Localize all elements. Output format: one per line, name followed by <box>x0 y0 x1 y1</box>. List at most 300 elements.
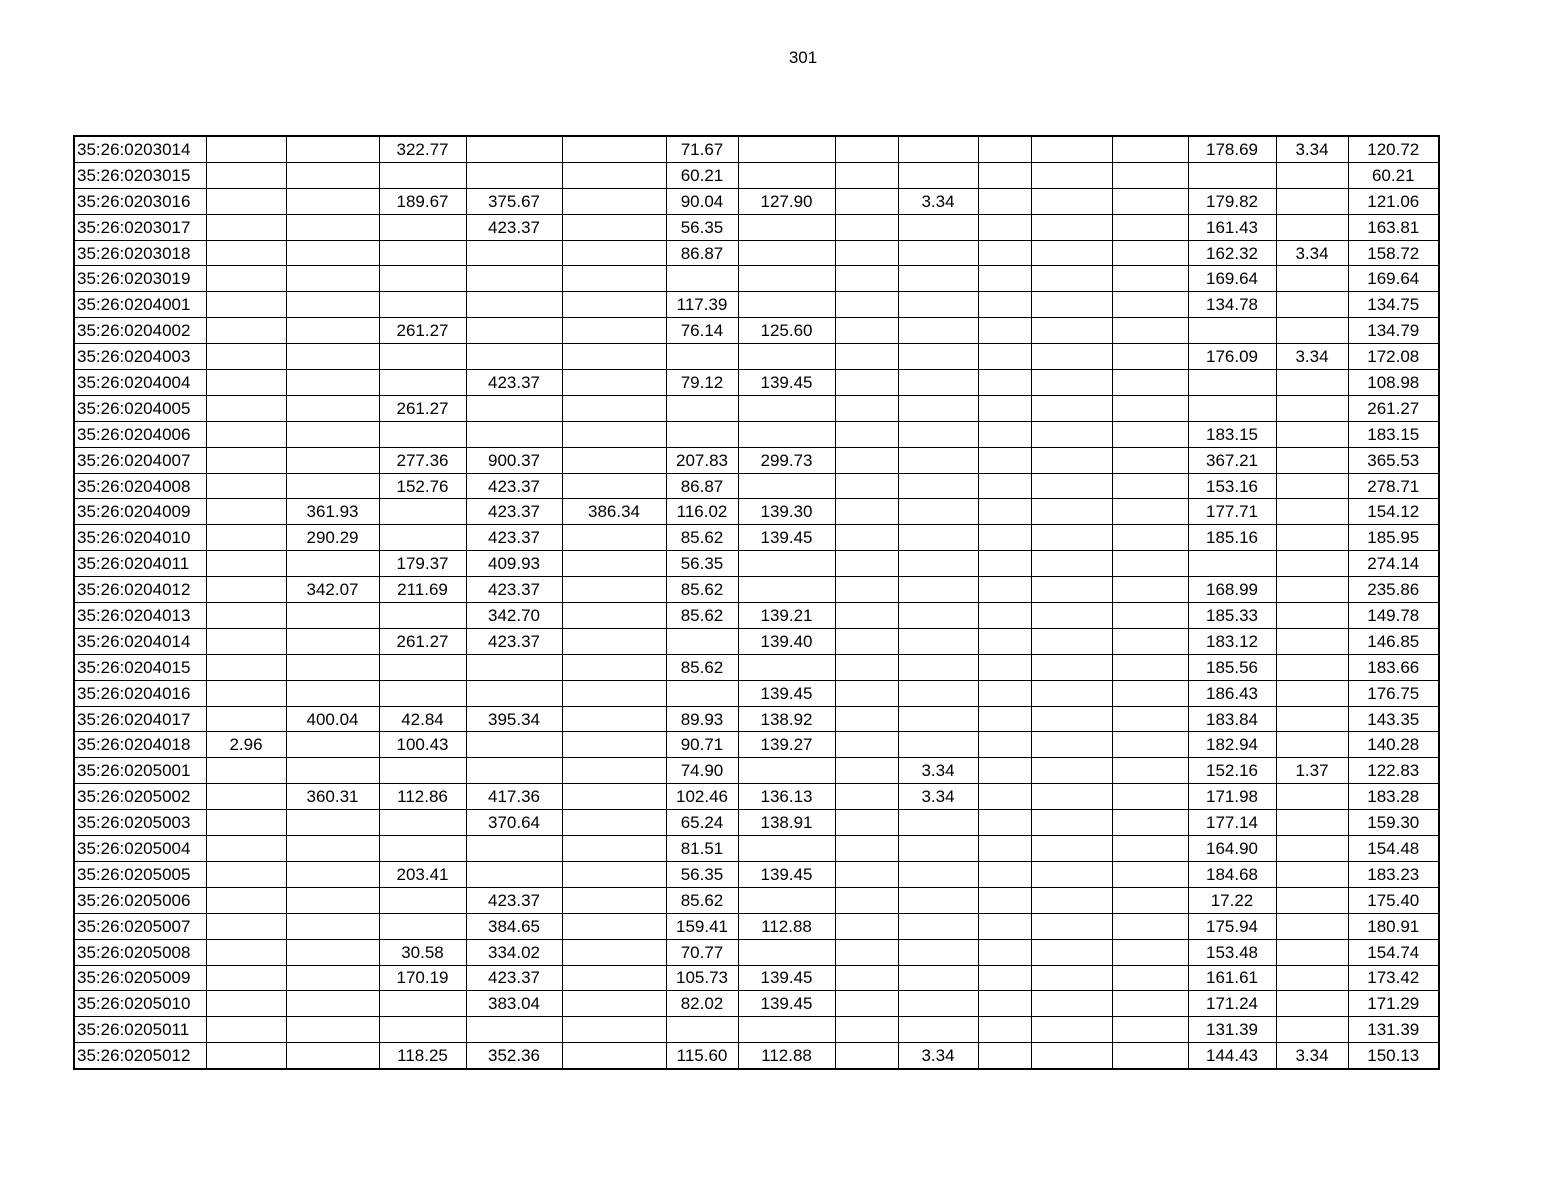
table-cell: 30.58 <box>379 939 466 965</box>
table-cell <box>738 240 835 266</box>
table-cell <box>978 836 1031 862</box>
table-cell: 290.29 <box>286 525 379 551</box>
table-row <box>74 577 1439 603</box>
table-row <box>74 965 1439 991</box>
table-cell <box>1031 473 1112 499</box>
table-cell <box>562 240 666 266</box>
table-row <box>74 732 1439 758</box>
table-cell: 175.94 <box>1188 913 1276 939</box>
table-cell: 100.43 <box>379 732 466 758</box>
table-cell <box>898 525 978 551</box>
table-cell: 360.31 <box>286 784 379 810</box>
table-cell: 131.39 <box>1188 1017 1276 1043</box>
table-cell: 134.75 <box>1348 292 1439 318</box>
table-cell <box>1031 136 1112 162</box>
table-cell <box>206 577 286 603</box>
table-cell <box>978 939 1031 965</box>
table-cell <box>206 784 286 810</box>
table-cell <box>206 395 286 421</box>
table-cell <box>978 577 1031 603</box>
table-cell <box>1276 732 1348 758</box>
table-cell <box>286 473 379 499</box>
table-cell: 185.56 <box>1188 654 1276 680</box>
table-cell: 86.87 <box>666 473 738 499</box>
table-cell: 89.93 <box>666 706 738 732</box>
table-cell <box>1112 887 1188 913</box>
table-cell <box>978 732 1031 758</box>
table-cell <box>835 525 898 551</box>
table-cell: 56.35 <box>666 214 738 240</box>
table-cell: 70.77 <box>666 939 738 965</box>
parcel-id-cell: 35:26:0205006 <box>74 887 206 913</box>
table-cell <box>1031 706 1112 732</box>
table-cell <box>1031 551 1112 577</box>
table-cell <box>1276 214 1348 240</box>
table-cell <box>898 965 978 991</box>
table-cell <box>379 162 466 188</box>
table-cell: 139.45 <box>738 525 835 551</box>
table-cell <box>1276 499 1348 525</box>
table-cell <box>286 240 379 266</box>
table-cell <box>835 603 898 629</box>
table-cell <box>1276 292 1348 318</box>
table-cell <box>898 214 978 240</box>
table-cell: 183.28 <box>1348 784 1439 810</box>
table-cell <box>835 680 898 706</box>
parcel-id-cell: 35:26:0205007 <box>74 913 206 939</box>
parcel-id-cell: 35:26:0203018 <box>74 240 206 266</box>
table-cell: 186.43 <box>1188 680 1276 706</box>
table-cell <box>738 654 835 680</box>
table-row <box>74 240 1439 266</box>
table-cell <box>835 887 898 913</box>
table-cell <box>738 214 835 240</box>
table-cell <box>835 318 898 344</box>
table-cell <box>898 318 978 344</box>
table-cell <box>978 136 1031 162</box>
table-cell <box>978 706 1031 732</box>
parcel-id-cell: 35:26:0205009 <box>74 965 206 991</box>
table-cell <box>898 991 978 1017</box>
table-cell <box>835 732 898 758</box>
table-cell <box>379 292 466 318</box>
table-row <box>74 395 1439 421</box>
table-cell: 136.13 <box>738 784 835 810</box>
table-cell <box>738 421 835 447</box>
table-cell: 299.73 <box>738 447 835 473</box>
table-row <box>74 887 1439 913</box>
table-cell <box>1276 551 1348 577</box>
table-cell <box>898 266 978 292</box>
table-cell <box>666 395 738 421</box>
parcel-id-cell: 35:26:0204004 <box>74 370 206 396</box>
table-cell <box>286 1017 379 1043</box>
table-cell <box>562 473 666 499</box>
table-cell <box>562 551 666 577</box>
table-cell <box>466 758 562 784</box>
table-cell: 183.15 <box>1188 421 1276 447</box>
table-cell: 375.67 <box>466 188 562 214</box>
table-cell: 178.69 <box>1188 136 1276 162</box>
table-cell: 65.24 <box>666 810 738 836</box>
table-row <box>74 706 1439 732</box>
table-cell: 278.71 <box>1348 473 1439 499</box>
table-cell: 138.92 <box>738 706 835 732</box>
table-cell: 152.16 <box>1188 758 1276 784</box>
table-cell <box>898 810 978 836</box>
table-cell: 3.34 <box>1276 344 1348 370</box>
table-cell <box>978 603 1031 629</box>
table-cell <box>1188 162 1276 188</box>
table-cell: 85.62 <box>666 603 738 629</box>
table-cell <box>1276 913 1348 939</box>
table-cell <box>898 162 978 188</box>
table-cell <box>379 525 466 551</box>
table-cell: 138.91 <box>738 810 835 836</box>
table-cell <box>835 913 898 939</box>
table-cell: 117.39 <box>666 292 738 318</box>
table-cell: 56.35 <box>666 551 738 577</box>
table-cell: 108.98 <box>1348 370 1439 396</box>
table-cell <box>1031 628 1112 654</box>
table-cell <box>562 344 666 370</box>
table-cell <box>466 240 562 266</box>
table-cell: 334.02 <box>466 939 562 965</box>
table-cell: 261.27 <box>379 318 466 344</box>
table-cell <box>738 939 835 965</box>
table-cell <box>1031 732 1112 758</box>
table-cell: 274.14 <box>1348 551 1439 577</box>
table-cell: 125.60 <box>738 318 835 344</box>
table-cell <box>1112 499 1188 525</box>
table-row <box>74 136 1439 162</box>
table-cell <box>835 654 898 680</box>
table-cell <box>1112 292 1188 318</box>
table-cell: 163.81 <box>1348 214 1439 240</box>
table-cell <box>1112 965 1188 991</box>
table-cell <box>835 939 898 965</box>
table-cell <box>898 628 978 654</box>
table-cell <box>835 473 898 499</box>
table-row <box>74 913 1439 939</box>
table-cell <box>978 784 1031 810</box>
table-cell: 423.37 <box>466 965 562 991</box>
table-cell <box>1276 628 1348 654</box>
parcel-id-cell: 35:26:0205003 <box>74 810 206 836</box>
table-cell <box>466 680 562 706</box>
table-cell <box>466 318 562 344</box>
table-cell <box>562 162 666 188</box>
table-cell: 144.43 <box>1188 1043 1276 1069</box>
table-cell <box>286 913 379 939</box>
table-cell <box>206 861 286 887</box>
table-cell <box>1276 603 1348 629</box>
table-cell <box>1031 577 1112 603</box>
table-cell <box>1031 240 1112 266</box>
table-cell <box>206 654 286 680</box>
table-cell: 71.67 <box>666 136 738 162</box>
table-cell <box>978 370 1031 396</box>
table-cell: 177.71 <box>1188 499 1276 525</box>
table-cell <box>898 344 978 370</box>
table-cell <box>286 965 379 991</box>
table-cell <box>835 447 898 473</box>
table-cell <box>898 1017 978 1043</box>
table-cell <box>666 266 738 292</box>
table-cell: 176.09 <box>1188 344 1276 370</box>
table-cell <box>835 499 898 525</box>
table-cell <box>1031 810 1112 836</box>
table-cell <box>1112 706 1188 732</box>
table-cell <box>286 810 379 836</box>
table-cell: 154.48 <box>1348 836 1439 862</box>
table-cell <box>738 1017 835 1043</box>
table-cell <box>898 706 978 732</box>
table-cell <box>1112 603 1188 629</box>
table-cell <box>1276 939 1348 965</box>
table-cell: 131.39 <box>1348 1017 1439 1043</box>
parcel-id-cell: 35:26:0204008 <box>74 473 206 499</box>
table-cell: 423.37 <box>466 887 562 913</box>
table-row <box>74 1017 1439 1043</box>
table-cell <box>835 991 898 1017</box>
table-cell: 361.93 <box>286 499 379 525</box>
table-cell <box>562 628 666 654</box>
table-cell: 122.83 <box>1348 758 1439 784</box>
table-cell <box>286 344 379 370</box>
table-cell <box>562 991 666 1017</box>
data-table <box>73 135 1440 1070</box>
table-cell: 179.37 <box>379 551 466 577</box>
table-cell <box>1112 913 1188 939</box>
table-cell <box>286 214 379 240</box>
table-cell <box>898 654 978 680</box>
table-cell <box>562 525 666 551</box>
table-cell <box>1276 836 1348 862</box>
table-cell: 134.79 <box>1348 318 1439 344</box>
table-cell <box>206 887 286 913</box>
table-cell: 172.08 <box>1348 344 1439 370</box>
table-cell <box>1112 758 1188 784</box>
table-cell <box>1276 370 1348 396</box>
table-cell <box>898 551 978 577</box>
table-cell: 168.99 <box>1188 577 1276 603</box>
table-cell: 90.04 <box>666 188 738 214</box>
table-cell <box>379 1017 466 1043</box>
table-cell: 189.67 <box>379 188 466 214</box>
table-cell <box>286 939 379 965</box>
table-cell <box>1112 136 1188 162</box>
table-cell <box>206 991 286 1017</box>
table-row <box>74 447 1439 473</box>
table-cell: 185.95 <box>1348 525 1439 551</box>
table-cell <box>286 836 379 862</box>
table-cell <box>1276 395 1348 421</box>
parcel-id-cell: 35:26:0205012 <box>74 1043 206 1069</box>
table-cell <box>835 1043 898 1069</box>
table-cell <box>835 136 898 162</box>
table-row <box>74 603 1439 629</box>
table-cell: 139.45 <box>738 370 835 396</box>
table-cell <box>1276 188 1348 214</box>
table-row <box>74 784 1439 810</box>
table-cell <box>978 344 1031 370</box>
table-cell: 139.27 <box>738 732 835 758</box>
table-cell <box>206 447 286 473</box>
table-cell: 342.07 <box>286 577 379 603</box>
table-cell: 183.84 <box>1188 706 1276 732</box>
table-row <box>74 499 1439 525</box>
table-cell <box>835 162 898 188</box>
table-cell: 81.51 <box>666 836 738 862</box>
table-cell: 177.14 <box>1188 810 1276 836</box>
parcel-id-cell: 35:26:0204011 <box>74 551 206 577</box>
table-cell <box>738 887 835 913</box>
table-cell <box>978 758 1031 784</box>
table-cell <box>978 499 1031 525</box>
table-cell: 3.34 <box>898 758 978 784</box>
table-cell <box>898 473 978 499</box>
table-cell: 153.16 <box>1188 473 1276 499</box>
parcel-id-cell: 35:26:0204015 <box>74 654 206 680</box>
table-cell <box>206 965 286 991</box>
table-cell <box>1112 162 1188 188</box>
table-cell <box>562 680 666 706</box>
table-cell: 370.64 <box>466 810 562 836</box>
table-cell: 182.94 <box>1188 732 1276 758</box>
table-cell: 115.60 <box>666 1043 738 1069</box>
table-cell <box>1188 318 1276 344</box>
table-cell: 277.36 <box>379 447 466 473</box>
table-cell: 3.34 <box>898 784 978 810</box>
table-cell <box>978 628 1031 654</box>
table-cell <box>466 836 562 862</box>
table-cell <box>466 395 562 421</box>
table-cell <box>1276 421 1348 447</box>
table-cell <box>835 965 898 991</box>
table-cell: 423.37 <box>466 370 562 396</box>
table-cell <box>466 421 562 447</box>
table-body <box>74 136 1439 1069</box>
table-cell <box>978 525 1031 551</box>
table-cell <box>835 292 898 318</box>
table-row <box>74 162 1439 188</box>
table-cell: 158.72 <box>1348 240 1439 266</box>
table-cell: 161.61 <box>1188 965 1276 991</box>
table-cell: 169.64 <box>1188 266 1276 292</box>
table-cell <box>1112 344 1188 370</box>
table-cell <box>898 292 978 318</box>
table-cell <box>286 447 379 473</box>
table-cell <box>562 318 666 344</box>
table-cell <box>738 551 835 577</box>
table-cell <box>738 136 835 162</box>
table-cell: 102.46 <box>666 784 738 810</box>
table-cell: 179.82 <box>1188 188 1276 214</box>
table-cell <box>206 266 286 292</box>
table-cell <box>666 1017 738 1043</box>
parcel-id-cell: 35:26:0204009 <box>74 499 206 525</box>
table-cell <box>1112 810 1188 836</box>
table-cell <box>1112 525 1188 551</box>
table-cell <box>286 421 379 447</box>
table-cell <box>978 551 1031 577</box>
table-cell <box>1031 162 1112 188</box>
table-cell <box>835 240 898 266</box>
table-cell <box>1276 1017 1348 1043</box>
table-cell: 184.68 <box>1188 861 1276 887</box>
table-cell <box>666 680 738 706</box>
table-cell <box>1031 447 1112 473</box>
table-cell <box>562 861 666 887</box>
table-cell <box>562 939 666 965</box>
table-cell: 161.43 <box>1188 214 1276 240</box>
table-row <box>74 628 1439 654</box>
table-cell: 423.37 <box>466 525 562 551</box>
table-cell <box>206 499 286 525</box>
table-cell <box>379 421 466 447</box>
table-cell <box>466 344 562 370</box>
table-cell <box>835 395 898 421</box>
table-cell: 423.37 <box>466 214 562 240</box>
table-cell <box>206 162 286 188</box>
table-cell <box>898 577 978 603</box>
table-cell <box>379 214 466 240</box>
page-number: 301 <box>788 48 818 67</box>
table-cell <box>898 499 978 525</box>
table-cell: 105.73 <box>666 965 738 991</box>
table-cell <box>1031 836 1112 862</box>
table-cell <box>379 499 466 525</box>
parcel-id-cell: 35:26:0204013 <box>74 603 206 629</box>
table-cell: 139.45 <box>738 991 835 1017</box>
table-cell <box>835 628 898 654</box>
table-cell: 261.27 <box>379 395 466 421</box>
table-cell: 322.77 <box>379 136 466 162</box>
table-cell <box>286 991 379 1017</box>
table-row <box>74 939 1439 965</box>
table-cell <box>978 214 1031 240</box>
table-cell <box>206 370 286 396</box>
table-cell: 134.78 <box>1188 292 1276 318</box>
table-cell <box>286 162 379 188</box>
table-cell <box>466 292 562 318</box>
table-cell <box>206 939 286 965</box>
table-cell <box>1188 395 1276 421</box>
table-cell <box>738 473 835 499</box>
table-cell: 85.62 <box>666 654 738 680</box>
table-cell: 139.45 <box>738 965 835 991</box>
table-row <box>74 836 1439 862</box>
table-cell <box>898 887 978 913</box>
table-cell <box>1031 266 1112 292</box>
table-cell <box>562 214 666 240</box>
table-cell <box>562 706 666 732</box>
table-cell <box>562 421 666 447</box>
table-cell <box>286 292 379 318</box>
table-cell: 207.83 <box>666 447 738 473</box>
table-cell: 183.12 <box>1188 628 1276 654</box>
table-cell: 76.14 <box>666 318 738 344</box>
table-cell <box>978 991 1031 1017</box>
table-row <box>74 525 1439 551</box>
table-cell <box>562 577 666 603</box>
table-cell <box>1031 1043 1112 1069</box>
table-cell: 171.29 <box>1348 991 1439 1017</box>
parcel-id-cell: 35:26:0204017 <box>74 706 206 732</box>
table-cell <box>898 447 978 473</box>
table-cell <box>898 732 978 758</box>
